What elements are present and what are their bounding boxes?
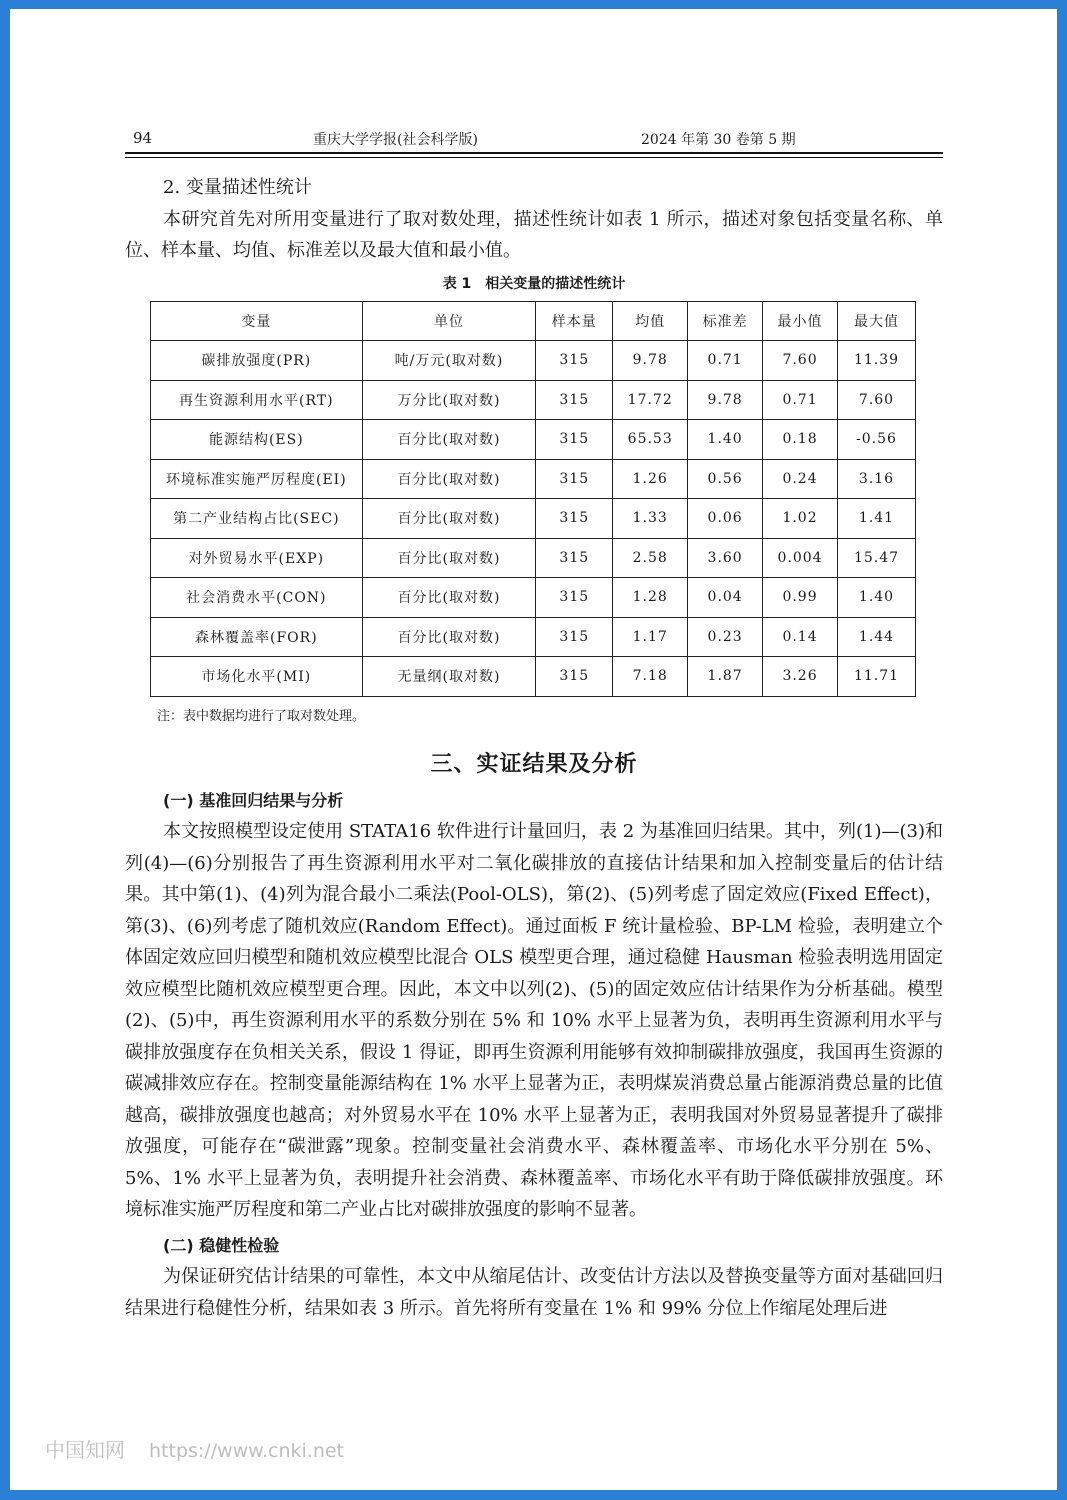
paper-page [125, 120, 943, 1324]
table-row [151, 538, 916, 578]
table-cell: 0.71 [763, 380, 838, 420]
page-number: 94 [133, 129, 153, 147]
section-heading: 三、实证结果及分析 [430, 750, 638, 777]
table-cell: 3.60 [688, 538, 763, 578]
table-cell: 百分比(取对数) [362, 617, 536, 657]
table-row [151, 657, 916, 697]
table-cell: 百分比(取对数) [362, 578, 536, 618]
table-row [151, 617, 916, 657]
table-cell: 碳排放强度(PR) [151, 341, 363, 381]
table-cell: 吨/万元(取对数) [362, 341, 536, 381]
table-cell: 9.78 [688, 380, 763, 420]
table-cell: 第二产业结构占比(SEC) [151, 499, 363, 539]
table-row [151, 499, 916, 539]
subsection-2-heading: (二) 稳健性检验 [163, 1235, 280, 1255]
table-cell: 百分比(取对数) [362, 420, 536, 460]
body-paragraph-2: 为保证研究估计结果的可靠性，本文中从缩尾估计、改变估计方法以及替换变量等方面对基础回归结果进行稳健性分析，结果如表 3 所示。首先将所有变量在 1% 和 99% 分位上作缩尾处理后进 [125, 1266, 943, 1319]
table-cell: 17.72 [613, 380, 688, 420]
header-cell: 标准差 [688, 301, 763, 341]
table-cell: 315 [536, 380, 613, 420]
watermark-footer [45, 1434, 344, 1463]
table-cell: 2.58 [613, 538, 688, 578]
table-cell: 3.26 [763, 657, 838, 697]
table-row [151, 459, 916, 499]
table-row [151, 420, 916, 460]
table-cell: 7.60 [763, 341, 838, 381]
table-cell: 百分比(取对数) [362, 459, 536, 499]
header-cell: 均值 [613, 301, 688, 341]
table-cell: 11.39 [838, 341, 916, 381]
table-cell: 1.41 [838, 499, 916, 539]
table-cell: 1.28 [613, 578, 688, 618]
subsection-1-heading: (一) 基准回归结果与分析 [163, 790, 344, 810]
body-paragraph-1: 本文按照模型设定使用 STATA16 软件进行计量回归，表 2 为基准回归结果。其中，列(1)—(3)和列(4)—(6)分别报告了再生资源利用水平对二氧化碳排放的直接估计结果和加入控制变量后的估计结果。其中第(1)、(4)列为混合最小二乘法(Pool-OLS)，第(2)、(5)列考虑了固定效应(Fixed Effect)，第(3)、(6)列考虑了随机效应(Random Effect)。通过面板 F 统计量检验、BP-LM 检验，表明建立个体固定效应回归模型和随机效应模型比混合 OLS 模型更合理，通过稳健 Hausman 检验表明选用固定效应模型比随机效应模型更合理。因此，本文中以列(2)、(5)的固定效应估计结果作为分析基础。模型(2)、(5)中，再生资源利用水平的系数分别在 5% 和 10% 水平上显著为负，表明再生资源利用水平与碳排放强度存在负相关关系，假设 1 得证，即再生资源利用能够有效抑制碳排放强度，我国再生资源的碳减排效应存在。控制变量能源结构在 1% 水平上显著为正，表明煤炭消费总量占能源消费总量的比值越高，碳排放强度也越高；对外贸易水平在 10% 水平上显著为正，表明我国对外贸易显著提升了碳排放强度，可能存在“碳泄露”现象。控制变量社会消费水平、森林覆盖率、市场化水平分别在 5%、5%、1% 水平上显著为负，表明提升社会消费、森林覆盖率、市场化水平有助于降低碳排放强度。环境标准实施严厉程度和第二产业占比对碳排放强度的影响不显著。 [125, 821, 943, 1220]
header-cell: 变量 [151, 301, 363, 341]
table-cell: 315 [536, 341, 613, 381]
table-row [151, 578, 916, 618]
table-cell: 市场化水平(MI) [151, 657, 363, 697]
table-cell: 315 [536, 459, 613, 499]
table-cell: 65.53 [613, 420, 688, 460]
table-cell: 7.18 [613, 657, 688, 697]
table-cell: 0.71 [688, 341, 763, 381]
table-cell: 315 [536, 420, 613, 460]
table-cell: 315 [536, 499, 613, 539]
table-cell: 1.44 [838, 617, 916, 657]
table-cell: 7.60 [838, 380, 916, 420]
header-cell: 最小值 [763, 301, 838, 341]
table-cell: 0.18 [763, 420, 838, 460]
table-cell: 1.33 [613, 499, 688, 539]
table-cell: 0.99 [763, 578, 838, 618]
table-note: 注：表中数据均进行了取对数处理。 [157, 708, 366, 724]
header-cell: 最大值 [838, 301, 916, 341]
table-cell: 0.23 [688, 617, 763, 657]
table-cell: 环境标准实施严厉程度(EI) [151, 459, 363, 499]
table-cell: 1.17 [613, 617, 688, 657]
table-cell: 15.47 [838, 538, 916, 578]
table-row [151, 341, 916, 381]
table-cell: 1.87 [688, 657, 763, 697]
table-cell: 315 [536, 617, 613, 657]
table-cell: 315 [536, 578, 613, 618]
table-cell: 0.24 [763, 459, 838, 499]
table-row [151, 380, 916, 420]
cnki-logo-text: 中国知网 [45, 1438, 125, 1462]
intro-paragraph: 本研究首先对所用变量进行了取对数处理，描述性统计如表 1 所示，描述对象包括变量名称、单位、样本量、均值、标准差以及最大值和最小值。 [125, 208, 943, 261]
table-cell: 森林覆盖率(FOR) [151, 617, 363, 657]
table-cell: 0.004 [763, 538, 838, 578]
table-cell: 315 [536, 657, 613, 697]
journal-name: 重庆大学学报(社会科学版) [313, 132, 478, 148]
table-cell: 9.78 [613, 341, 688, 381]
table-cell: 0.14 [763, 617, 838, 657]
table-cell: 能源结构(ES) [151, 420, 363, 460]
header-cell: 单位 [362, 301, 536, 341]
table-caption: 表 1 相关变量的描述性统计 [442, 275, 626, 292]
table-cell: 11.71 [838, 657, 916, 697]
table-cell: 3.16 [838, 459, 916, 499]
subsection-heading: 2. 变量描述性统计 [163, 177, 312, 198]
table-header-row [151, 301, 916, 341]
cnki-url: https://www.cnki.net [149, 1440, 345, 1462]
table-cell: 万分比(取对数) [362, 380, 536, 420]
table-cell: 对外贸易水平(EXP) [151, 538, 363, 578]
table-cell: 1.02 [763, 499, 838, 539]
running-header [125, 120, 943, 154]
descriptive-stats-table [150, 301, 916, 697]
table-cell: 百分比(取对数) [362, 538, 536, 578]
table-cell: 1.26 [613, 459, 688, 499]
table-cell: 社会消费水平(CON) [151, 578, 363, 618]
table-cell: 0.06 [688, 499, 763, 539]
table-cell: 无量纲(取对数) [362, 657, 536, 697]
table-cell: 1.40 [688, 420, 763, 460]
header-cell: 样本量 [536, 301, 613, 341]
issue-info: 2024 年第 30 卷第 5 期 [641, 132, 796, 148]
table-cell: 再生资源利用水平(RT) [151, 380, 363, 420]
table-cell: 315 [536, 538, 613, 578]
table-cell: 0.04 [688, 578, 763, 618]
table-cell: 百分比(取对数) [362, 499, 536, 539]
table-cell: -0.56 [838, 420, 916, 460]
table-cell: 1.40 [838, 578, 916, 618]
table-cell: 0.56 [688, 459, 763, 499]
